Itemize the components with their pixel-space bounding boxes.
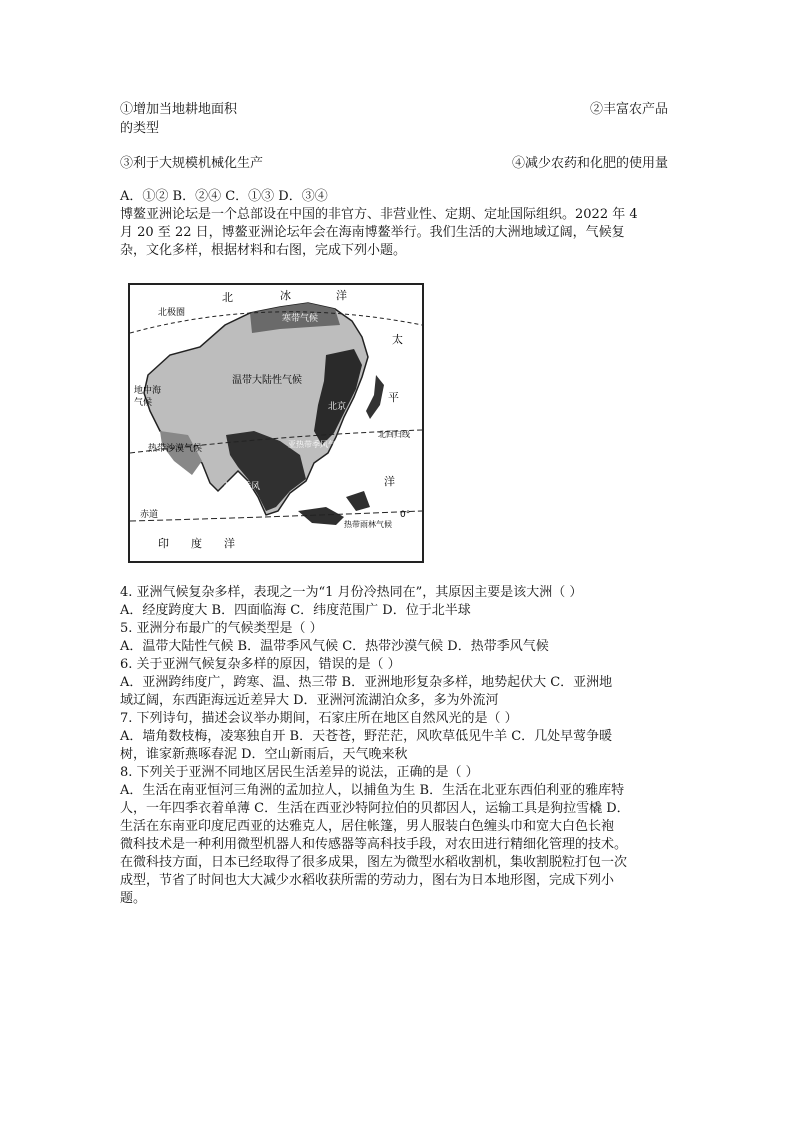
map-label: 北: [222, 291, 233, 304]
intro-line: 博鳌亚洲论坛是一个总部设在中国的非官方、非营业性、定期、定址国际组织。2022 年 4: [120, 207, 638, 222]
map-label: 寒带气候: [282, 314, 319, 324]
question-6-choices: 域辽阔，东西距海远近差异大 D．亚洲河流湖泊众多，多为外流河: [120, 693, 499, 708]
map-label: 太: [392, 333, 403, 346]
map-label: 气候: [134, 398, 153, 408]
asia-climate-map: [128, 283, 424, 563]
option-2: ②丰富农产品: [589, 102, 668, 117]
question-6-stem: 6. 关于亚洲气候复杂多样的原因，错误的是（ ）: [120, 657, 401, 672]
map-label: 平: [388, 391, 399, 404]
map-label: 赤道: [140, 510, 159, 520]
micro-tech-paragraph: 微科技术是一种利用微型机器人和传感器等高科技手段，对农田进行精细化管理的技术。: [120, 837, 628, 852]
option-1: ①增加当地耕地面积: [120, 102, 238, 117]
intro-line: 杂，文化多样，根据材料和右图，完成下列小题。: [120, 243, 407, 258]
option-4: ④减少农药和化肥的使用量: [511, 156, 668, 171]
island-shape: [366, 375, 384, 419]
micro-tech-paragraph: 题。: [120, 891, 147, 906]
answer-line: A．①② B．②④ C．①③ D．③④: [120, 189, 328, 204]
question-4-stem: 4. 亚洲气候复杂多样，表现之一为“1 月份冷热同在”，其原因主要是该大洲（ ）: [120, 585, 583, 600]
question-4-choices: A．经度跨度大 B．四面临海 C．纬度范围广 D．位于北半球: [120, 603, 471, 618]
map-label: 北回归线: [378, 430, 410, 439]
map-label: 热带沙漠气候: [148, 444, 203, 454]
map-label: 0°: [400, 510, 411, 520]
question-7-choices: 树，谁家新燕啄春泥 D．空山新雨后，天气晚来秋: [120, 747, 408, 762]
question-6-choices: A．亚洲跨纬度广，跨寒、温、热三带 B．亚洲地形复杂多样，地势起伏大 C．亚洲地: [120, 675, 613, 690]
map-label: 亚热带季风气候: [288, 440, 344, 449]
map-label: 印 度 洋: [158, 537, 235, 550]
question-8-stem: 8. 下列关于亚洲不同地区居民生活差异的说法，正确的是（ ）: [120, 765, 479, 780]
map-label: 热带雨林气候: [344, 520, 392, 529]
micro-tech-paragraph: 在微科技方面，日本已经取得了很多成果，图左为微型水稻收割机，集收割脱粒打包一次: [120, 855, 628, 870]
question-8-choices: 人，一年四季衣着单薄 C．生活在西亚沙特阿拉伯的贝都因人，运输工具是狗拉雪橇 D．: [120, 801, 630, 816]
map-label: 冰: [280, 289, 291, 302]
map-label: 北极圈: [158, 308, 186, 318]
answer-choices: [120, 188, 675, 206]
map-label: 洋: [336, 289, 347, 302]
question-7-choices: A．墙角数枝梅，凌寒独自开 B．天苍苍，野茫茫，风吹草低见牛羊 C．几处早莺争暖: [120, 729, 613, 744]
intro-paragraph: [120, 206, 675, 260]
questions-block: [120, 584, 675, 908]
map-label: 北京: [328, 402, 347, 412]
question-5-stem: 5. 亚洲分布最广的气候类型是（ ）: [120, 621, 323, 636]
micro-tech-paragraph: 成型，节省了时间也大大减少水稻收获所需的劳动力，图右为日本地形图，完成下列小: [120, 873, 615, 888]
map-label: 地中海: [134, 386, 162, 396]
question-8-choices: 生活在东南亚印度尼西亚的达雅克人，居住帐篷，男人服装白色缠头巾和宽大白色长袍: [120, 819, 615, 834]
option-2-continuation: 的类型: [120, 121, 160, 136]
question-5-choices: A．温带大陆性气候 B．温带季风气候 C．热带沙漠气候 D．热带季风气候: [120, 639, 549, 654]
map-label: 温带大陆性气候: [232, 375, 302, 386]
map-label: 洋: [384, 475, 395, 488]
map-drawing: [130, 285, 422, 561]
map-label: 热带季风: [224, 482, 261, 492]
option-3: ③利于大规模机械化生产: [120, 156, 264, 171]
question-7-stem: 7. 下列诗句，描述会议举办期间，石家庄所在地区自然风光的是（ ）: [120, 711, 518, 726]
island-shape: [346, 491, 370, 511]
question-8-choices: A．生活在南亚恒河三角洲的孟加拉人，以捕鱼为生 B．生活在北亚东西伯利亚的雅库特: [120, 783, 625, 798]
intro-line: 月 20 至 22 日，博鳌亚洲论坛年会在海南博鳌举行。我们生活的大洲地域辽阔，气候复: [120, 225, 625, 240]
